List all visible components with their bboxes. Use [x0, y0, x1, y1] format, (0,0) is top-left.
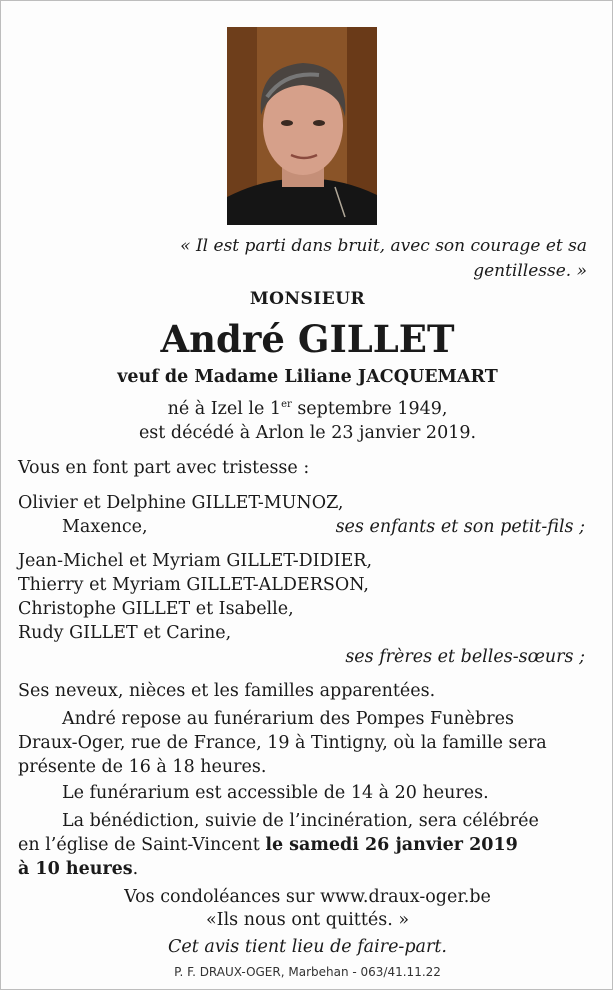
blessing-line-3	[18, 857, 593, 881]
birth-date: septembre 1949,	[291, 399, 448, 419]
portrait-photo	[227, 27, 377, 225]
blessing-line-2	[18, 833, 593, 857]
sibling-1: Jean-Michel et Myriam GILLET-DIDIER,	[18, 551, 373, 571]
blessing-date: le samedi 26 janvier 2019	[265, 835, 518, 855]
blessing-end: .	[132, 859, 139, 879]
birth-text: né à Izel le 1	[167, 399, 282, 419]
quote-line-2: gentillesse. »	[473, 261, 587, 281]
rest-line-3: présente de 16 à 18 heures.	[18, 757, 267, 777]
siblings-role: ses frères et belles-sœurs ;	[345, 647, 585, 667]
quote-line-1: « Il est parti dans bruit, avec son courage et sa	[180, 236, 587, 256]
death-line: est décédé à Arlon le 23 janvier 2019.	[138, 423, 477, 443]
sibling-2: Thierry et Myriam GILLET-ALDERSON,	[18, 575, 369, 595]
blessing-line-1: La bénédiction, suivie de l’incinération, sera célébrée	[62, 811, 539, 831]
blessing-time: à 10 heures	[18, 859, 133, 879]
notice-line: Cet avis tient lieu de faire-part.	[168, 937, 447, 957]
birth-line	[1, 397, 613, 421]
rest-line-1: André repose au funérarium des Pompes Funèbres	[62, 709, 514, 729]
section-line: «Ils nous ont quittés. »	[205, 910, 410, 930]
children-role: ses enfants et son petit-fils ;	[335, 517, 585, 537]
children-line-2: Maxence,	[62, 517, 148, 537]
blessing-church: en l’église de Saint-Vincent	[18, 835, 266, 855]
honorific: MONSIEUR	[249, 289, 366, 309]
birth-ordinal: er	[281, 399, 292, 410]
rest-line-2: Draux-Oger, rue de France, 19 à Tintigny, où la famille sera	[18, 733, 547, 753]
access-line: Le funérarium est accessible de 14 à 20 heures.	[62, 783, 489, 803]
deceased-name: André GILLET	[160, 317, 455, 361]
relatives-line: Ses neveux, nièces et les familles apparentées.	[18, 681, 436, 701]
condolences-line: Vos condoléances sur www.draux-oger.be	[124, 887, 491, 907]
children-line-1: Olivier et Delphine GILLET-MUNOZ,	[18, 493, 344, 513]
widower-line: veuf de Madame Liliane JACQUEMART	[117, 367, 498, 387]
sibling-3: Christophe GILLET et Isabelle,	[18, 599, 294, 619]
footer-line: P. F. DRAUX-OGER, Marbehan - 063/41.11.22	[174, 965, 441, 979]
intro-line: Vous en font part avec tristesse :	[18, 458, 310, 478]
sibling-4: Rudy GILLET et Carine,	[18, 623, 232, 643]
portrait-photo-icon	[227, 27, 377, 225]
